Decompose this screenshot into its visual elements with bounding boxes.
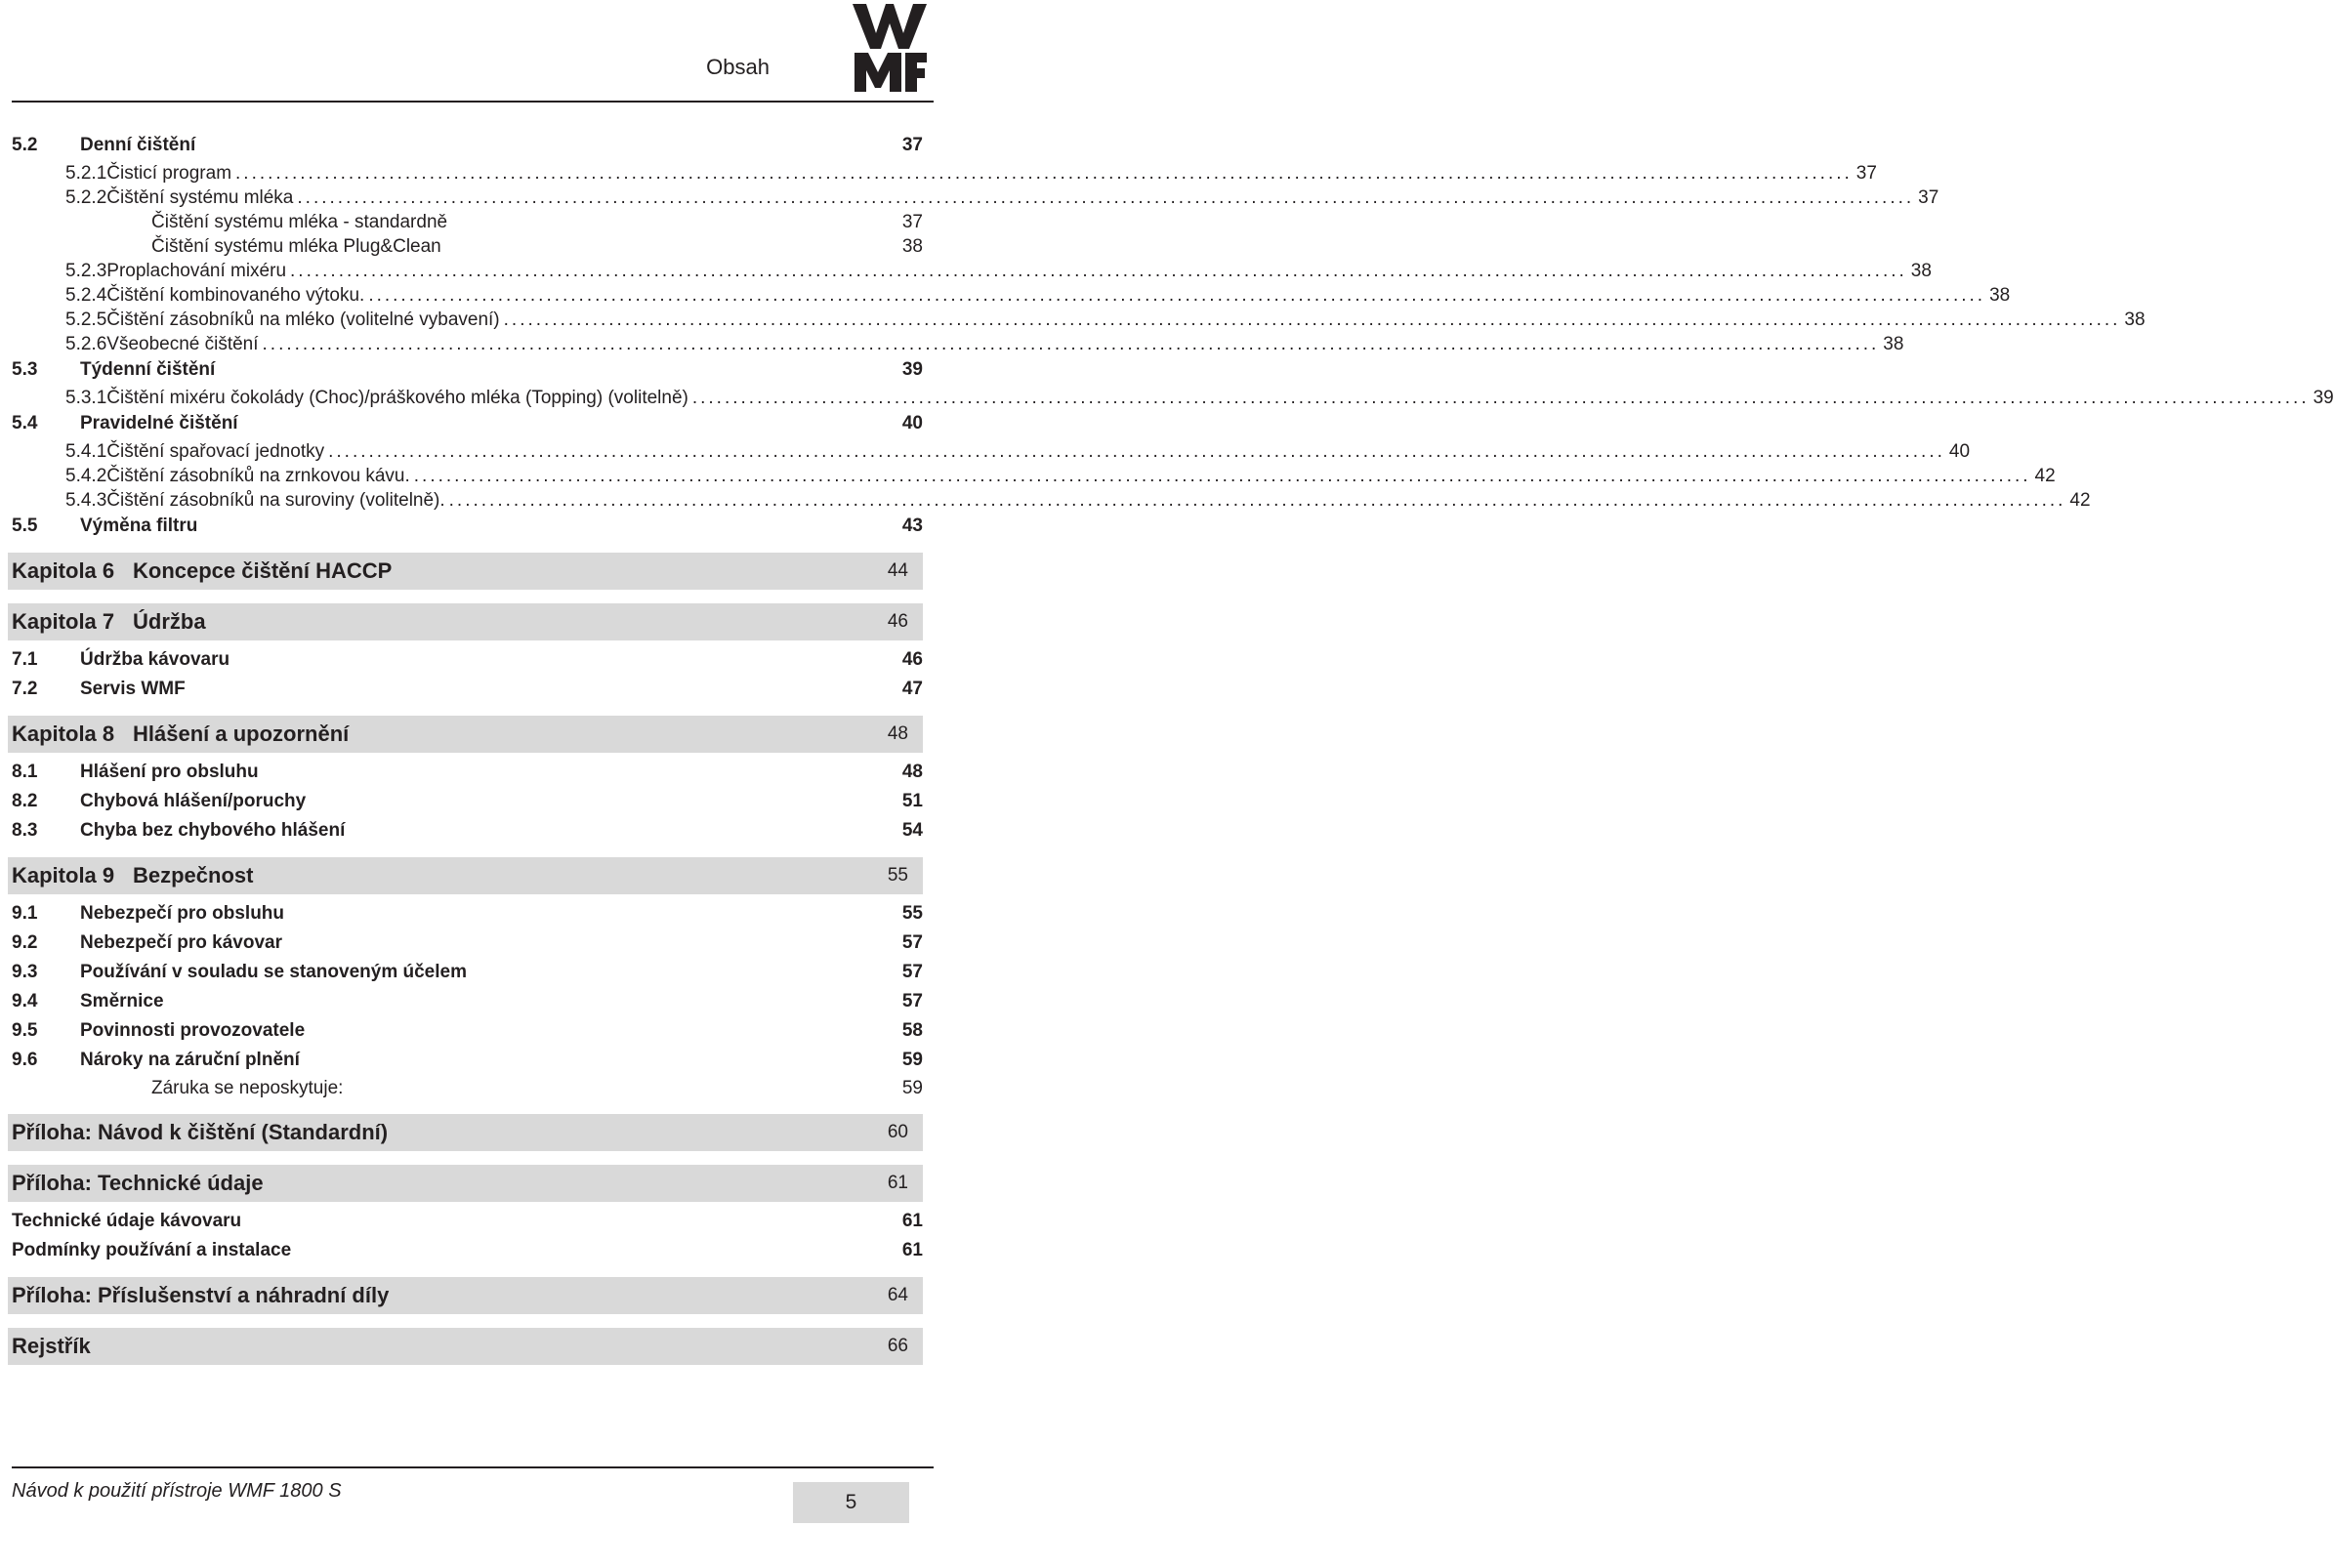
chapter-page: 55: [887, 865, 908, 886]
toc-entry-page: 58: [901, 1020, 923, 1041]
toc-entry-title: Čištění kombinovaného výtoku.: [106, 285, 365, 306]
toc-entry-page: 40: [901, 413, 923, 433]
toc-entry-title: Čištění spařovací jednotky: [106, 441, 325, 462]
toc-entry-title: Čištění systému mléka Plug&Clean: [151, 236, 441, 257]
toc-entry-number: 5.2.4: [65, 285, 107, 306]
toc-entry-page: 40: [1948, 441, 1971, 462]
chapter-title: Koncepce čištění HACCP: [133, 558, 393, 583]
toc-entry-title: Týdenní čištění: [80, 359, 216, 380]
toc-leader-dots: ........................................................................................................................................................................................................: [413, 466, 2031, 486]
toc-entry-page: 57: [901, 962, 923, 982]
toc-entry-number: 7.2: [12, 679, 38, 699]
footer-manual-title: Návod k použití přístroje WMF 1800 S: [12, 1480, 342, 1502]
chapter-heading[interactable]: [8, 1114, 923, 1151]
chapter-heading[interactable]: [8, 1277, 923, 1314]
toc-entry-title: Směrnice: [80, 991, 164, 1011]
toc-entry-page: 38: [1989, 285, 2011, 306]
toc-entry[interactable]: [0, 161, 1877, 186]
toc-entry-number: 9.1: [12, 903, 38, 924]
toc-entry-title: Servis WMF: [80, 679, 186, 699]
toc-entry-number: 9.4: [12, 991, 38, 1011]
toc-entry-page: 59: [901, 1050, 923, 1070]
header-rule: [12, 101, 934, 103]
toc-entry[interactable]: [0, 488, 2091, 513]
toc-entry-number: 5.4: [12, 413, 38, 433]
toc-entry-number: 5.2.1: [65, 163, 107, 184]
toc-entry-number: 5.2.6: [65, 334, 107, 354]
toc-entry-title: Všeobecné čištění: [106, 334, 259, 354]
toc-entry-page: 39: [901, 359, 923, 380]
toc-entry[interactable]: [0, 900, 938, 927]
toc-entry-title: Chybová hlášení/poruchy: [80, 791, 307, 811]
toc-entry-title: Používání v souladu se stanoveným účelem: [80, 962, 467, 982]
toc-entry-number: 9.6: [12, 1050, 38, 1070]
toc-leader-dots: ........................................................................................................................................................................................................: [328, 441, 1945, 462]
toc-entry[interactable]: [0, 308, 2146, 332]
toc-entry-title: Pravidelné čištění: [80, 413, 238, 433]
toc-entry-title: Povinnosti provozovatele: [80, 1020, 306, 1041]
chapter-page: 44: [887, 560, 908, 581]
toc-entry[interactable]: [0, 759, 938, 785]
chapter-title: Příloha: Příslušenství a náhradní díly: [12, 1283, 390, 1307]
toc-entry[interactable]: [0, 676, 938, 702]
toc-entry[interactable]: [0, 386, 2334, 410]
toc-entry-page: 38: [2124, 309, 2146, 330]
toc-entry[interactable]: [0, 788, 938, 814]
toc-leader-dots: ........................................................................................................................................................................................................: [235, 163, 1853, 184]
toc-entry-title: Podmínky používání a instalace: [12, 1240, 292, 1260]
toc-entry-number: 5.4.2: [65, 466, 107, 486]
toc-entry-page: 42: [2069, 490, 2091, 511]
toc-entry[interactable]: [0, 210, 938, 234]
toc-entry-page: 48: [901, 762, 923, 782]
toc-entry[interactable]: [0, 929, 938, 956]
toc-entry-title: Nároky na záruční plnění: [80, 1050, 300, 1070]
toc-entry[interactable]: [0, 283, 2011, 308]
toc-entry[interactable]: [0, 959, 938, 985]
toc-entry-number: 9.3: [12, 962, 38, 982]
toc-entry-title: Čisticí program: [106, 163, 232, 184]
toc-entry-title: Čištění zásobníků na mléko (volitelné vybavení): [106, 309, 500, 330]
chapter-heading[interactable]: [8, 553, 923, 590]
toc-entry-number: 5.2.5: [65, 309, 107, 330]
toc-entry-title: Nebezpečí pro obsluhu: [80, 903, 285, 924]
toc-entry-title: Hlášení pro obsluhu: [80, 762, 259, 782]
toc-entry-title: Výměna filtru: [80, 516, 198, 536]
toc-entry[interactable]: [0, 1017, 938, 1044]
chapter-title: Příloha: Návod k čištění (Standardní): [12, 1120, 389, 1144]
toc-leader-dots: ........................................................................................................................................................................................................: [503, 309, 2121, 330]
page-number: 5: [845, 1491, 857, 1513]
toc-entry-page: 38: [1910, 261, 1932, 281]
chapter-page: 46: [887, 611, 908, 632]
toc-entry-page: 54: [901, 820, 923, 841]
chapter-label: Kapitola 9: [12, 863, 115, 887]
chapter-title: Hlášení a upozornění: [133, 722, 350, 746]
toc-entry-page: 57: [901, 932, 923, 953]
page-header-title: Obsah: [706, 55, 770, 79]
toc-entry[interactable]: [0, 817, 938, 844]
toc-entry-title: Denní čištění: [80, 135, 196, 155]
toc-entry[interactable]: [0, 1237, 938, 1263]
toc-entry-page: 37: [901, 212, 923, 232]
chapter-title: Příloha: Technické údaje: [12, 1171, 264, 1195]
chapter-title: Rejstřík: [12, 1334, 91, 1358]
toc-entry-page: 51: [901, 791, 923, 811]
toc-entry[interactable]: [0, 332, 1904, 356]
toc-entry-number: 5.3.1: [65, 388, 107, 408]
chapter-heading[interactable]: [8, 1328, 923, 1365]
toc-entry[interactable]: [0, 186, 1939, 210]
toc-entry-title: Čištění zásobníků na zrnkovou kávu.: [106, 466, 410, 486]
toc-entry-title: Čištění systému mléka - standardně: [151, 212, 448, 232]
toc-entry-title: Čištění systému mléka: [106, 187, 294, 208]
table-of-contents: [0, 132, 2334, 1371]
chapter-heading[interactable]: [8, 857, 923, 894]
toc-entry-title: Chyba bez chybového hlášení: [80, 820, 346, 841]
toc-entry-number: 8.3: [12, 820, 38, 841]
toc-entry-title: Nebezpečí pro kávovar: [80, 932, 282, 953]
toc-entry-page: 42: [2034, 466, 2056, 486]
toc-leader-dots: ........................................................................................................................................................................................................: [368, 285, 1986, 306]
toc-entry-page: 57: [901, 991, 923, 1011]
toc-entry[interactable]: [0, 259, 1932, 283]
chapter-title: Údržba: [133, 609, 206, 634]
toc-entry-number: 8.2: [12, 791, 38, 811]
chapter-heading[interactable]: [8, 1165, 923, 1202]
toc-entry-page: 59: [901, 1078, 923, 1098]
toc-entry-page: 38: [901, 236, 923, 257]
toc-entry-page: 61: [901, 1211, 923, 1231]
chapter-page: 48: [887, 723, 908, 744]
toc-entry-title: Čištění zásobníků na suroviny (volitelně).: [106, 490, 445, 511]
toc-entry[interactable]: [0, 646, 938, 673]
toc-entry-number: 9.5: [12, 1020, 38, 1041]
toc-entry[interactable]: [0, 234, 938, 259]
toc-entry-number: 5.3: [12, 359, 38, 380]
chapter-label: Kapitola 6: [12, 558, 115, 583]
toc-entry-page: 38: [1883, 334, 1904, 354]
toc-entry-number: 9.2: [12, 932, 38, 953]
chapter-label: Kapitola 8: [12, 722, 115, 746]
toc-entry-page: 37: [901, 135, 923, 155]
toc-leader-dots: ........................................................................................................................................................................................................: [290, 261, 1907, 281]
toc-leader-dots: ........................................................................................................................................................................................................: [262, 334, 1880, 354]
toc-entry[interactable]: [0, 988, 938, 1014]
toc-entry-page: 46: [901, 649, 923, 670]
wmf-logo: [853, 4, 927, 94]
toc-entry-number: 5.4.3: [65, 490, 107, 511]
toc-entry-number: 5.5: [12, 516, 38, 536]
toc-entry-page: 55: [901, 903, 923, 924]
chapter-heading[interactable]: [8, 603, 923, 640]
chapter-title: Bezpečnost: [133, 863, 254, 887]
chapter-page: 60: [887, 1122, 908, 1142]
toc-entry-page: 37: [1855, 163, 1877, 184]
toc-entry-page: 47: [901, 679, 923, 699]
toc-entry-page: 61: [901, 1240, 923, 1260]
toc-entry-number: 5.2.3: [65, 261, 107, 281]
toc-entry-page: 37: [1918, 187, 1939, 208]
footer-rule: [12, 1466, 934, 1468]
page-number-badge: [793, 1482, 909, 1523]
toc-entry[interactable]: [0, 1076, 938, 1100]
toc-entry[interactable]: [0, 464, 2056, 488]
toc-entry-title: Proplachování mixéru: [106, 261, 287, 281]
chapter-heading[interactable]: [8, 716, 923, 753]
toc-leader-dots: ........................................................................................................................................................................................................: [448, 490, 2066, 511]
toc-entry-page: 39: [2313, 388, 2334, 408]
toc-entry[interactable]: [0, 1047, 938, 1073]
toc-entry-number: 5.2: [12, 135, 38, 155]
toc-leader-dots: ........................................................................................................................................................................................................: [691, 388, 2310, 408]
toc-entry-number: 7.1: [12, 649, 38, 670]
toc-entry[interactable]: [0, 410, 938, 436]
chapter-page: 61: [887, 1173, 908, 1193]
toc-entry-page: 43: [901, 516, 923, 536]
chapter-page: 66: [887, 1336, 908, 1356]
toc-leader-dots: ........................................................................................................................................................................................................: [297, 187, 1915, 208]
chapter-label: Kapitola 7: [12, 609, 115, 634]
toc-entry-title: Údržba kávovaru: [80, 649, 230, 670]
toc-entry-number: 8.1: [12, 762, 38, 782]
chapter-page: 64: [887, 1285, 908, 1305]
toc-entry[interactable]: [0, 513, 938, 539]
toc-entry[interactable]: [0, 356, 938, 383]
toc-entry-number: 5.2.2: [65, 187, 107, 208]
toc-entry-number: 5.4.1: [65, 441, 107, 462]
toc-entry[interactable]: [0, 1208, 938, 1234]
toc-entry[interactable]: [0, 132, 938, 158]
toc-entry-title: Čištění mixéru čokolády (Choc)/práškového mléka (Topping) (volitelně): [106, 388, 688, 408]
toc-entry-title: Záruka se neposkytuje:: [151, 1078, 344, 1098]
toc-entry-title: Technické údaje kávovaru: [12, 1211, 242, 1231]
toc-entry[interactable]: [0, 439, 1971, 464]
